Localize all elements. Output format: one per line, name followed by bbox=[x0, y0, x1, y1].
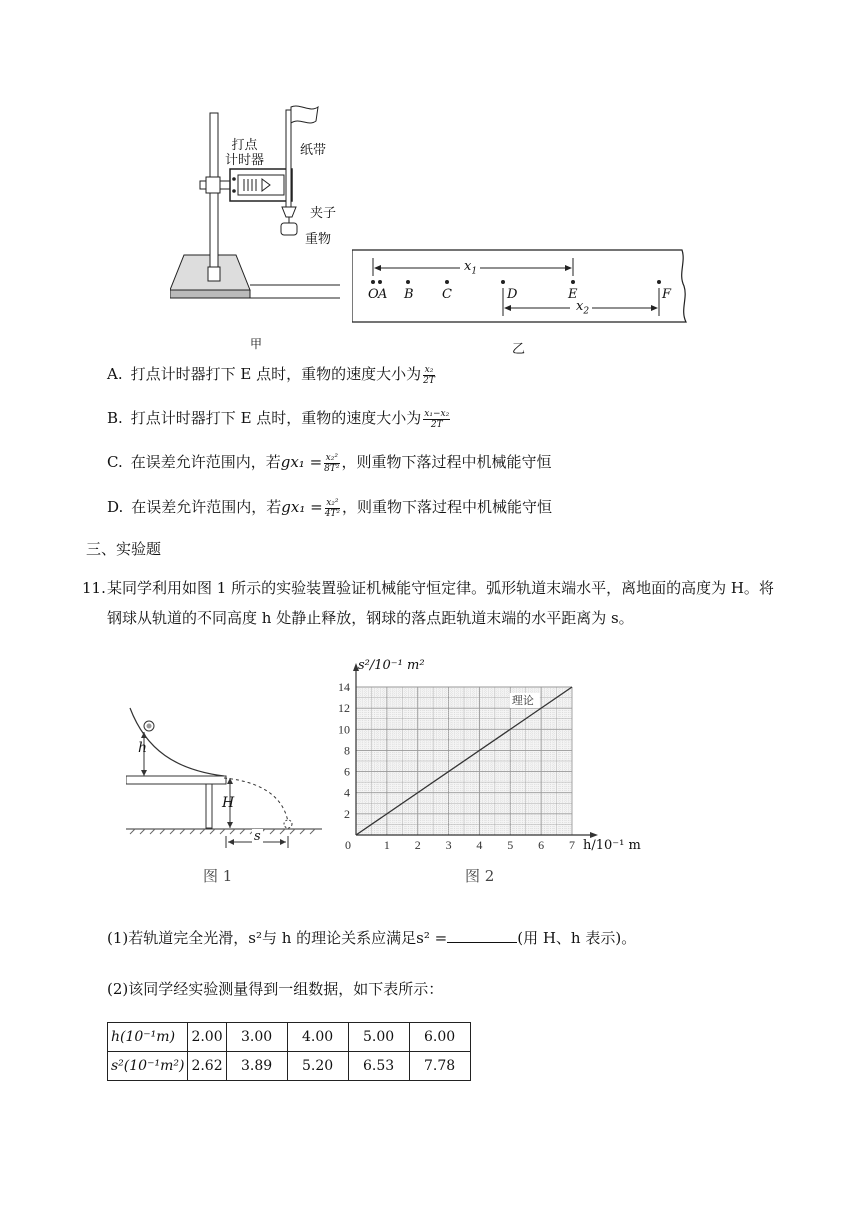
option-b-text: 打点计时器打下 E 点时，重物的速度大小为 bbox=[130, 409, 422, 427]
label-timer-line2: 计时器 bbox=[225, 153, 265, 168]
table-row bbox=[108, 1052, 471, 1081]
label-timer-line1: 打点 bbox=[231, 138, 258, 153]
option-c[interactable] bbox=[107, 452, 552, 474]
option-a[interactable] bbox=[107, 364, 437, 386]
y-tick-label: 6 bbox=[344, 764, 350, 779]
tape-point-d: D bbox=[507, 287, 518, 302]
x-tick-label: 0 bbox=[345, 838, 351, 852]
caption-yi: 乙 bbox=[512, 342, 526, 357]
tape-point-c: C bbox=[442, 287, 452, 302]
part-1 bbox=[107, 927, 636, 948]
x-tick-label: 2 bbox=[414, 838, 421, 852]
table-cell: 5.20 bbox=[287, 1052, 348, 1081]
y-tick-label: 4 bbox=[344, 785, 350, 800]
x-tick-label: 1 bbox=[383, 838, 390, 852]
option-d-tail: ，则重物下落过程中机械能守恒 bbox=[342, 498, 553, 516]
option-a-fraction bbox=[423, 365, 435, 386]
x-tick-label: 7 bbox=[569, 838, 575, 852]
figure-2-ylabel: s²/10⁻¹ m² bbox=[358, 658, 425, 673]
option-b[interactable] bbox=[107, 408, 452, 430]
figure-2-caption: 图 2 bbox=[465, 867, 495, 885]
tape-point-b: B bbox=[404, 287, 414, 302]
question-11-line2: 钢球从轨道的不同高度 h 处静止释放，钢球的落点距轨道末端的水平距离为 s。 bbox=[107, 609, 634, 627]
table-cell: 5.00 bbox=[348, 1023, 409, 1052]
option-d-label: D. bbox=[107, 498, 124, 516]
option-c-lhs: gx₁ = bbox=[280, 453, 323, 471]
question-11-stem bbox=[107, 573, 787, 633]
y-tick-label: 14 bbox=[338, 680, 350, 694]
option-b-den: 2T bbox=[430, 419, 443, 430]
option-b-fraction bbox=[423, 409, 450, 430]
table-row-header: s²(10⁻¹m²) bbox=[108, 1052, 188, 1081]
tape-figure bbox=[352, 248, 688, 324]
label-tape: 纸带 bbox=[300, 143, 327, 158]
label-timer bbox=[225, 138, 264, 168]
label-weight: 重物 bbox=[305, 232, 332, 247]
option-c-tail: ，则重物下落过程中机械能守恒 bbox=[341, 453, 552, 471]
tape-point-a: A bbox=[378, 287, 388, 302]
option-c-fraction bbox=[324, 453, 339, 474]
option-b-num: x₁−x₂ bbox=[424, 408, 450, 419]
series-label: 理论 bbox=[511, 693, 534, 707]
table-cell: 7.78 bbox=[409, 1052, 470, 1081]
option-a-text: 打点计时器打下 E 点时，重物的速度大小为 bbox=[130, 365, 422, 383]
y-tick-label: 8 bbox=[344, 743, 350, 758]
x-tick-label: 3 bbox=[445, 838, 452, 852]
x-tick-label: 5 bbox=[507, 838, 514, 852]
option-d-text: 在误差允许范围内，若 bbox=[131, 498, 282, 516]
table-row-header: h(10⁻¹m) bbox=[108, 1023, 188, 1052]
table-cell: 3.89 bbox=[226, 1052, 287, 1081]
tape-x2: x bbox=[576, 299, 584, 314]
option-d-num: x₂² bbox=[326, 497, 339, 508]
section-title: 三、实验题 bbox=[86, 540, 162, 558]
option-c-text: 在误差允许范围内，若 bbox=[130, 453, 281, 471]
table-row bbox=[108, 1023, 471, 1052]
x-tick-label: 6 bbox=[538, 838, 545, 852]
figure-1-h: h bbox=[138, 740, 148, 756]
y-tick-label: 10 bbox=[338, 722, 350, 737]
figure-2-xlabel: h/10⁻¹ m bbox=[583, 838, 641, 853]
table-cell: 4.00 bbox=[287, 1023, 348, 1052]
figure-1-H: H bbox=[222, 795, 235, 811]
tape-point-f: F bbox=[662, 287, 672, 302]
option-d-lhs: gx₁ = bbox=[281, 498, 323, 516]
option-a-den: 2T bbox=[423, 375, 435, 386]
label-clip: 夹子 bbox=[310, 206, 337, 221]
tape-point-e: E bbox=[568, 287, 578, 302]
part-1-answer-blank[interactable] bbox=[447, 928, 517, 943]
option-a-label: A. bbox=[107, 365, 123, 383]
x-tick-label: 4 bbox=[476, 838, 483, 852]
tape-point-o: O bbox=[368, 287, 379, 302]
data-table bbox=[107, 1022, 471, 1081]
y-tick-label: 2 bbox=[344, 806, 350, 821]
table-cell: 2.62 bbox=[188, 1052, 226, 1081]
table-cell: 6.00 bbox=[409, 1023, 470, 1052]
option-a-num: x₂ bbox=[424, 364, 434, 375]
option-d-den: 4T² bbox=[324, 508, 341, 519]
apparatus-figure bbox=[170, 95, 350, 355]
table-cell: 2.00 bbox=[188, 1023, 226, 1052]
option-d[interactable] bbox=[107, 497, 552, 519]
figure-2-chart bbox=[330, 655, 650, 855]
tape-x1-sub: 1 bbox=[471, 266, 478, 277]
question-11-line1: 某同学利用如图 1 所示的实验装置验证机械能守恒定律。弧形轨道末端水平，离地面的高度为 H。将 bbox=[107, 579, 774, 597]
table-cell: 6.53 bbox=[348, 1052, 409, 1081]
table-cell: 3.00 bbox=[226, 1023, 287, 1052]
part-2: (2)该同学经实验测量得到一组数据，如下表所示： bbox=[107, 980, 444, 998]
tape-x2-sub: 2 bbox=[583, 306, 590, 317]
figure-1-s: s bbox=[254, 829, 261, 844]
question-11-number: 11. bbox=[82, 579, 106, 597]
option-d-fraction bbox=[325, 498, 340, 519]
figure-1-track bbox=[126, 700, 326, 850]
tape-x1-label bbox=[464, 259, 477, 277]
part-1-text: (1)若轨道完全光滑，s²与 h 的理论关系应满足s² = bbox=[107, 929, 448, 947]
option-b-label: B. bbox=[107, 409, 123, 427]
tape-x1: x bbox=[464, 259, 472, 274]
part-1-tail: (用 H、h 表示)。 bbox=[517, 929, 637, 947]
option-c-den: 8T² bbox=[324, 463, 340, 474]
figure-1-caption: 图 1 bbox=[203, 867, 233, 885]
y-tick-label: 12 bbox=[338, 701, 350, 716]
option-c-label: C. bbox=[107, 453, 123, 471]
caption-jia: 甲 bbox=[250, 337, 263, 351]
option-c-num: x₂² bbox=[325, 452, 338, 463]
